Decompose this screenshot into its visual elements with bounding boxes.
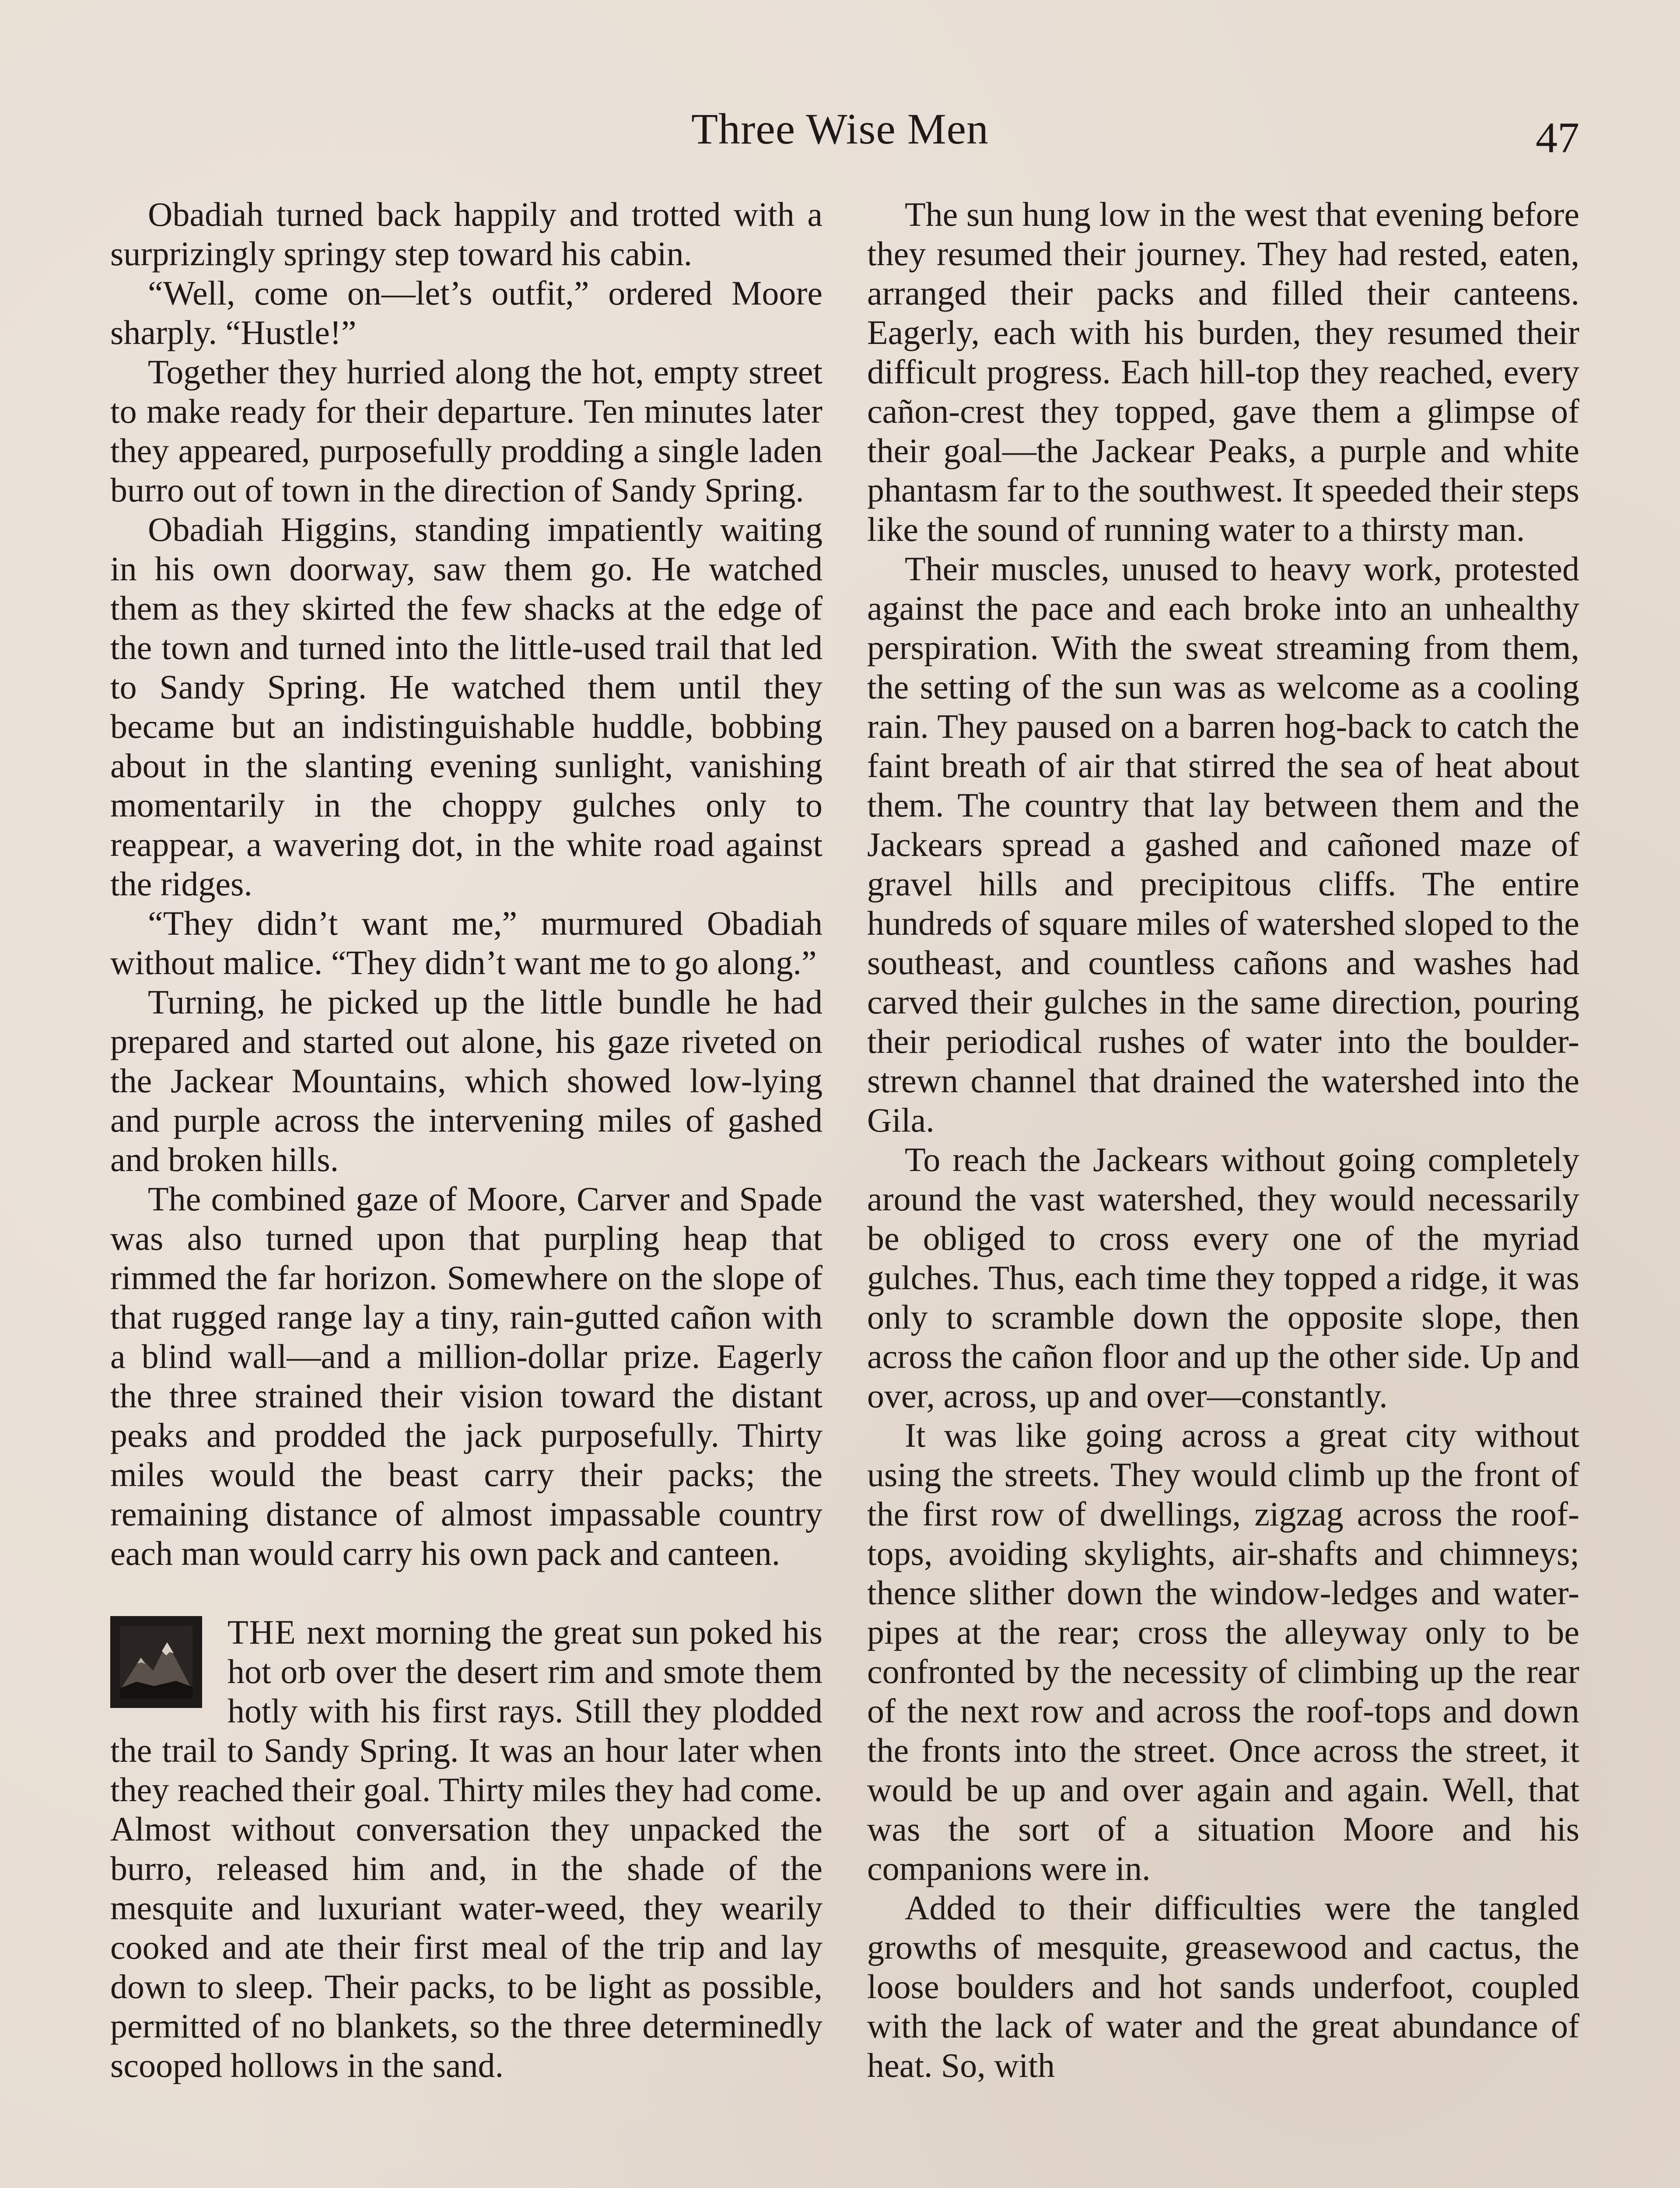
left-column: [110, 195, 822, 2085]
paragraph: The sun hung low in the west that evening before they resumed their journey. They had rested, eaten, arranged their packs and filled their canteens. Eagerly, each with his burden, they resumed their difficult progress. Each hill-top they reached, every cañon-crest they topped, gave them a glimpse of their goal—the Jackear Peaks, a purple and white phantasm far to the southwest. It speeded their steps like the sound of running water to a thirsty man.: [867, 195, 1579, 548]
right-column: [867, 195, 1579, 2085]
paragraph: “They didn’t want me,” murmured Obadiah without malice. “They didn’t want me to go along.”: [110, 904, 822, 982]
paragraph: The combined gaze of Moore, Carver and Spade was also turned upon that purpling heap that rimmed the far horizon. Somewhere on the slope of that rugged range lay a tiny, rain-gutted cañon with a blind wall—and a million-dollar prize. Eagerly the three strained their vision toward the distant peaks and prodded the jack purposefully. Thirty miles would the beast carry their packs; the remaining distance of almost impassable country each man would carry his own pack and canteen.: [110, 1180, 822, 1572]
paragraph: Added to their difficulties were the tangled growths of mesquite, greasewood and cactus, the loose boulders and hot sands underfoot, coupled with the lack of water and the great abundance of heat. So, with: [867, 1889, 1579, 2084]
paragraph: Together they hurried along the hot, empty street to make ready for their departure. Ten minutes later they appeared, purposefully prodding a single laden burro out of town in the direction of Sandy Spring.: [110, 353, 822, 509]
paragraph: “Well, come on—let’s outfit,” ordered Moore sharply. “Hustle!”: [110, 274, 822, 351]
paragraph: Turning, he picked up the little bundle he had prepared and started out alone, his gaze riveted on the Jackear Mountains, which showed low-lying and purple across the intervening miles of gashed and broken hills.: [110, 983, 822, 1178]
paragraph: Their muscles, unused to heavy work, protested against the pace and each broke into an unhealthy perspiration. With the sweat streaming from them, the setting of the sun was as welcome as a cooling rain. They paused on a barren hog-back to catch the faint breath of air that stirred the sea of heat about them. The country that lay between them and the Jackears spread a gashed and cañoned maze of gravel hills and precipitous cliffs. The entire hundreds of square miles of watershed sloped to the southeast, and countless cañons and washes had carved their gulches in the same direction, pouring their periodical rushes of water into the boulder-strewn channel that drained the watershed into the Gila.: [867, 550, 1579, 1139]
paragraph: Obadiah turned back happily and trotted with a surprizingly springy step toward his cabin.: [110, 195, 822, 273]
section-paragraph: [110, 1613, 822, 2085]
section-text: next morning the great sun poked his hot orb over the desert rim and smote them hotly with his first rays. Still they plodded the trail to Sandy Spring. It was an hour later when they reached their goal. Thirty miles they had come. Almost without conversation they unpacked the burro, released him and, in the shade of the mesquite and luxuriant water-weed, they wearily cooked and ate their first meal of the trip and lay down to sleep. Their packs, to be light as possible, permitted of no blankets, so the three determinedly scooped hollows in the sand.: [110, 1613, 822, 2084]
running-header-title: Three Wise Men: [691, 105, 989, 153]
mountain-icon: [110, 1616, 202, 1708]
page-number: 47: [1536, 113, 1579, 162]
section-break: [110, 1573, 822, 1613]
paragraph: Obadiah Higgins, standing impatiently waiting in his own doorway, saw them go. He watched them as they skirted the few shacks at the edge of the town and turned into the little-used trail that led to Sandy Spring. He watched them until they became but an indistinguishable huddle, bobbing about in the slanting evening sunlight, vanishing momentarily in the choppy gulches only to reappear, a wavering dot, in the white road against the ridges.: [110, 510, 822, 903]
paragraph: To reach the Jackears without going completely around the vast watershed, they would necessarily be obliged to cross every one of the myriad gulches. Thus, each time they topped a ridge, it was only to scramble down the opposite slope, then across the cañon floor and up the other side. Up and over, across, up and over—constantly.: [867, 1140, 1579, 1415]
paragraph: It was like going across a great city without using the streets. They would climb up the front of the first row of dwellings, zigzag across the roof-tops, avoiding skylights, air-shafts and chimneys; thence slither down the window-ledges and water-pipes at the rear; cross the alleyway only to be confronted by the necessity of climbing up the rear of the next row and across the roof-tops and down the fronts into the street. Once across the street, it would be up and over again and again. Well, that was the sort of a situation Moore and his companions were in.: [867, 1416, 1579, 1887]
section-opening: [110, 1613, 822, 2085]
section-lead-word: THE: [228, 1613, 297, 1651]
